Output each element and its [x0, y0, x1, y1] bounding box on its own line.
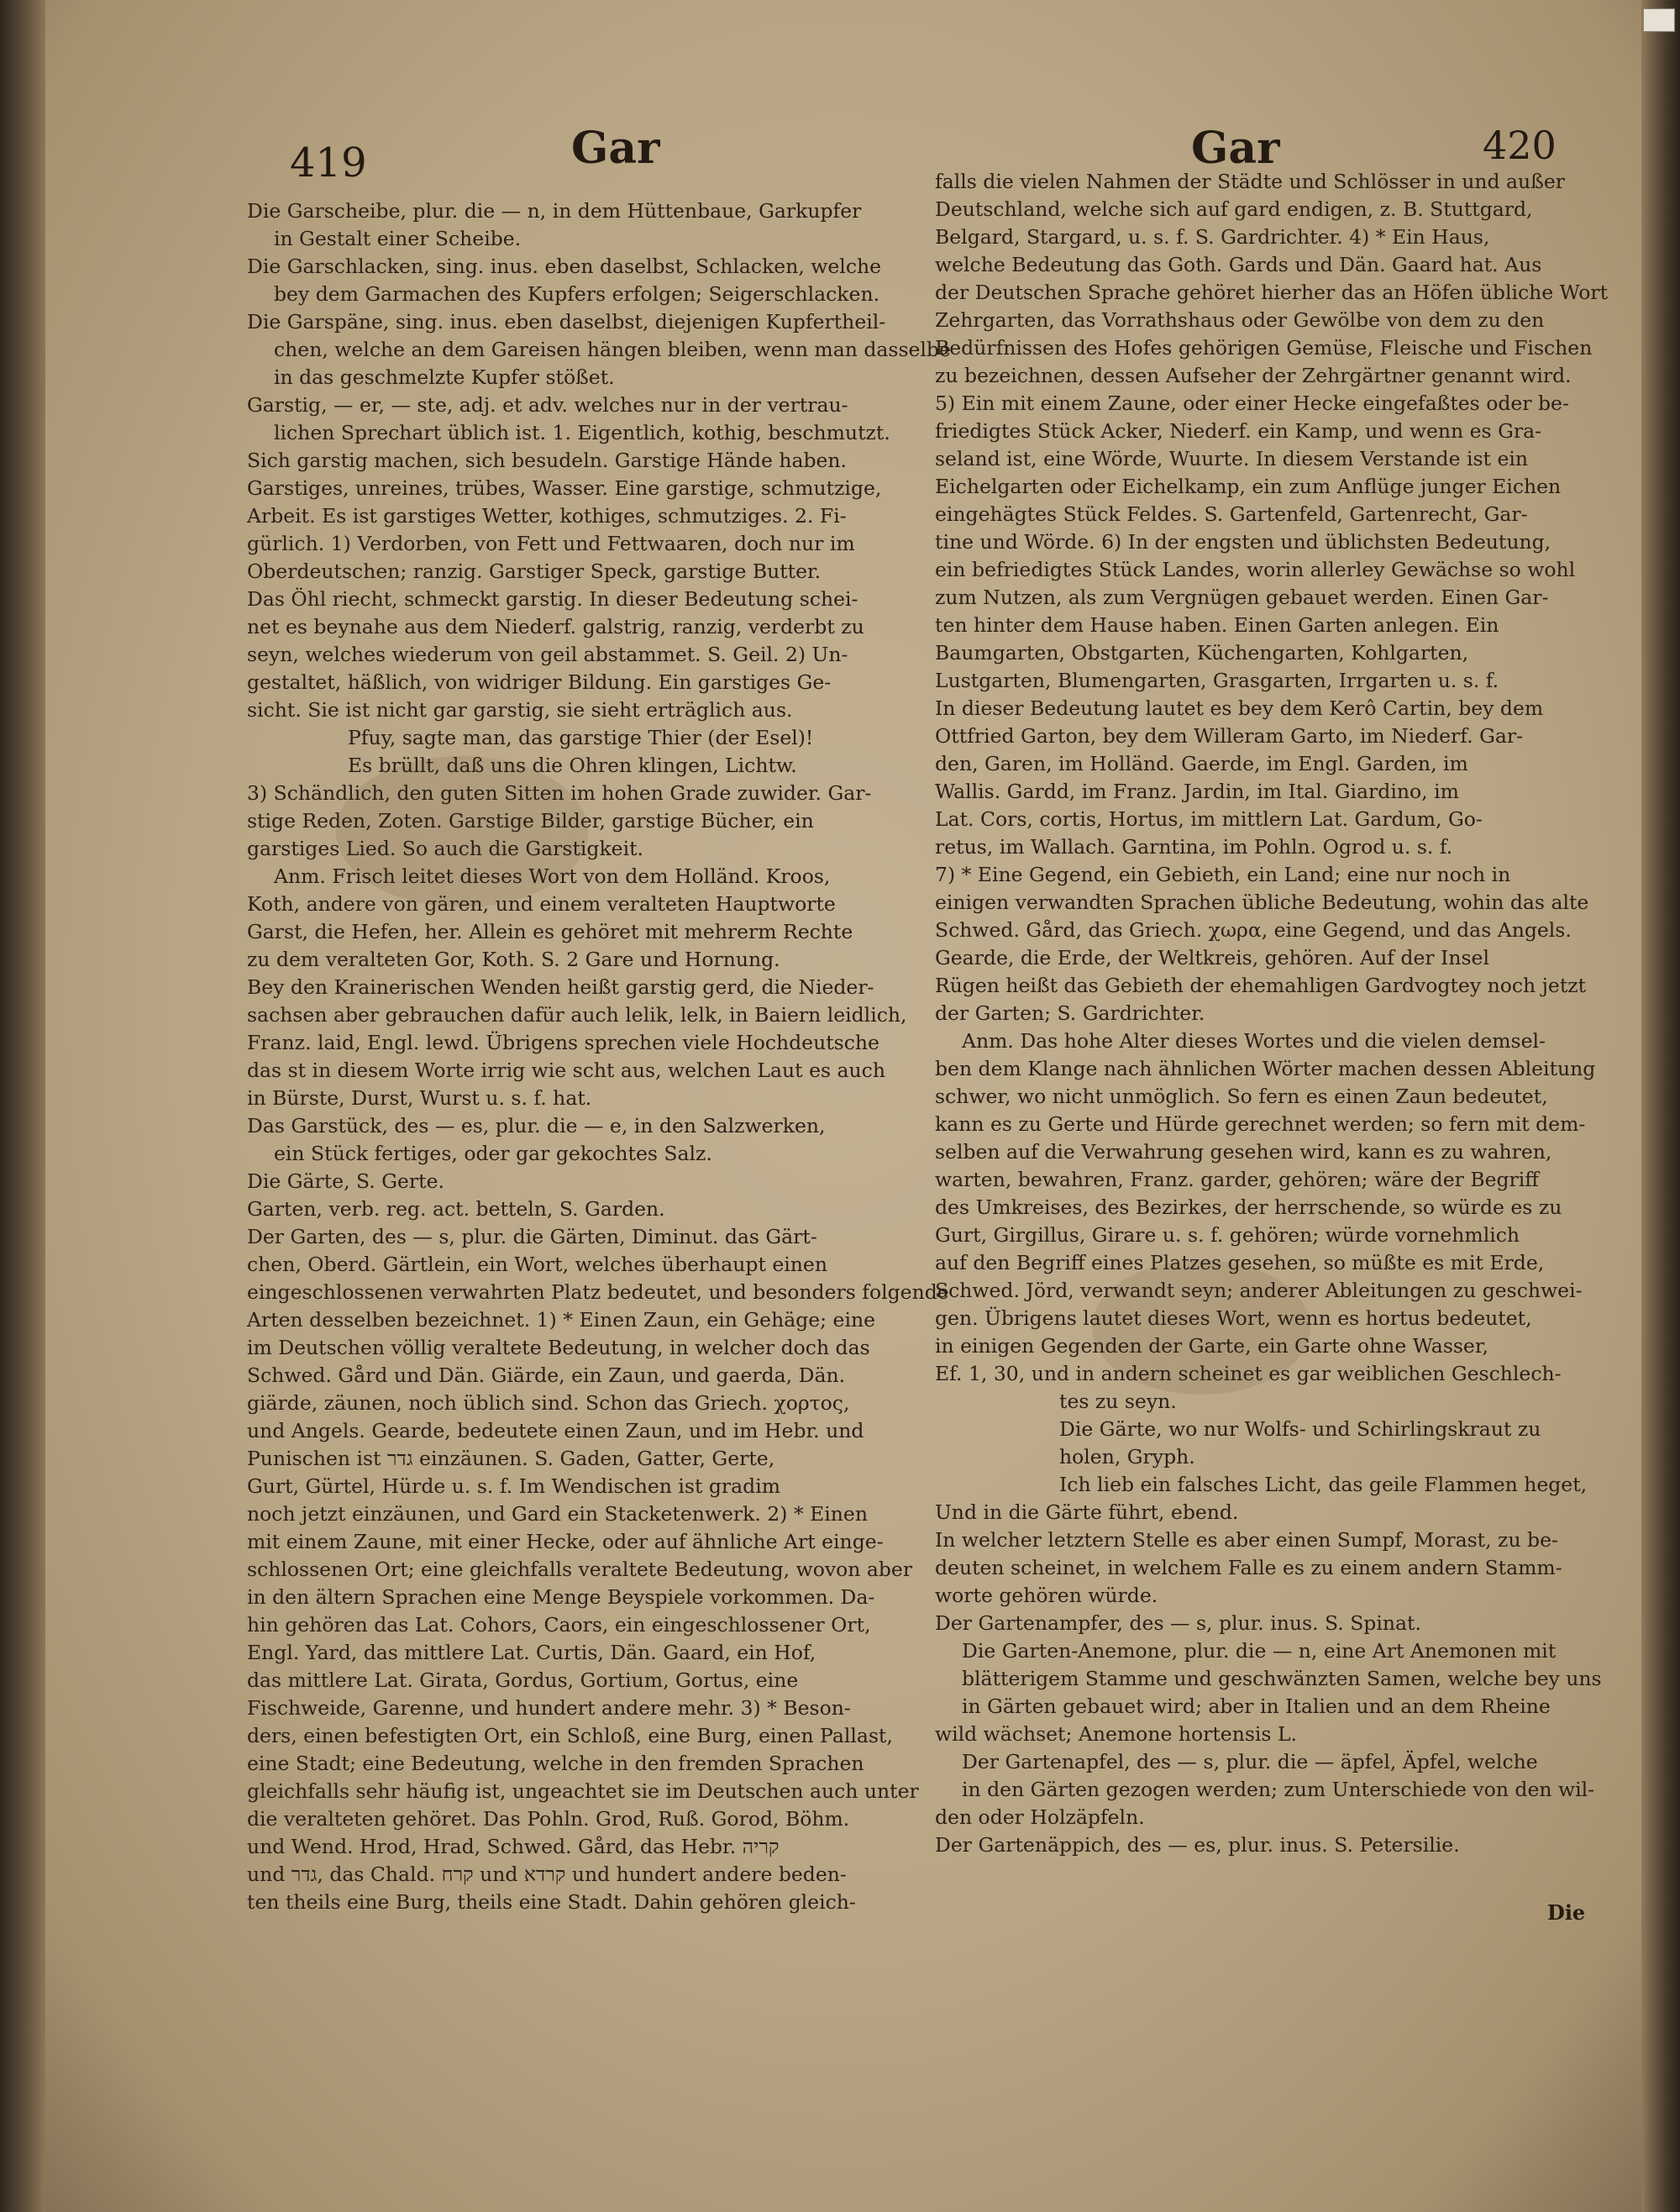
- text-line: worte gehören würde.: [935, 1584, 1158, 1607]
- book-gutter: [0, 0, 45, 2212]
- text-line: Zehrgarten, das Vorrathshaus oder Gewölbe von dem zu den: [935, 308, 1545, 332]
- text-line: Der Garten, des — s, plur. die Gärten, Diminut. das Gärt-: [247, 1225, 817, 1248]
- text-line: Ottfried Garton, bey dem Willeram Garto, im Niederf. Gar-: [935, 724, 1524, 748]
- text-line: Schwed. Jörd, verwandt seyn; anderer Ableitungen zu geschwei-: [935, 1279, 1583, 1302]
- text-line: gleichfalls sehr häufig ist, ungeachtet sie im Deutschen auch unter: [247, 1779, 919, 1803]
- text-line: giärde, zäunen, noch üblich sind. Schon das Griech. χορτος,: [247, 1391, 850, 1415]
- text-line: 3) Schändlich, den guten Sitten im hohen Grade zuwider. Gar-: [247, 781, 872, 805]
- text-line: selben auf die Verwahrung gesehen wird, kann es zu wahren,: [935, 1140, 1552, 1164]
- text-line: Oberdeutschen; ranzig. Garstiger Speck, garstige Butter.: [247, 560, 822, 583]
- text-line: schwer, wo nicht unmöglich. So fern es einen Zaun bedeutet,: [935, 1085, 1548, 1108]
- text-line: chen, welche an dem Gareisen hängen bleiben, wenn man dasselbe: [274, 338, 951, 361]
- text-line: zum Nutzen, als zum Vergnügen gebauet werden. Einen Gar-: [935, 586, 1549, 609]
- text-line: und גדר, das Chald. קרח und קרדא und hundert andere beden-: [247, 1863, 847, 1886]
- text-line: tes zu seyn.: [1059, 1390, 1177, 1413]
- text-line: In dieser Bedeutung lautet es bey dem Kerô Cartin, bey dem: [935, 696, 1544, 720]
- text-line: eingeschlossenen verwahrten Platz bedeutet, und besonders folgende: [247, 1280, 949, 1304]
- text-line: net es beynahe aus dem Niederf. galstrig, ranzig, verderbt zu: [247, 615, 864, 638]
- text-line: gestaltet, häßlich, von widriger Bildung. Ein garstiges Ge-: [247, 670, 832, 694]
- text-line: Garstiges, unreines, trübes, Wasser. Eine garstige, schmutzige,: [247, 476, 882, 500]
- text-line: Arten desselben bezeichnet. 1) * Einen Zaun, ein Gehäge; eine: [247, 1308, 876, 1332]
- text-line: Schwed. Gård, das Griech. χωρα, eine Gegend, und das Angels.: [935, 918, 1572, 942]
- text-line: sicht. Sie ist nicht gar garstig, sie sieht erträglich aus.: [247, 698, 793, 722]
- text-line: Die Garschlacken, sing. inus. eben daselbst, Schlacken, welche: [247, 255, 882, 278]
- text-line: Koth, andere von gären, und einem veralteten Hauptworte: [247, 892, 836, 916]
- text-line: in den ältern Sprachen eine Menge Beyspiele vorkommen. Da-: [247, 1585, 875, 1609]
- text-line: Rügen heißt das Gebieth der ehemahligen Gardvogtey noch jetzt: [935, 974, 1587, 997]
- text-line: in den Gärten gezogen werden; zum Unterschiede von den wil-: [962, 1778, 1595, 1801]
- text-line: welche Bedeutung das Goth. Gards und Dän. Gaard hat. Aus: [935, 253, 1542, 276]
- text-line: des Umkreises, des Bezirkes, der herrschende, so würde es zu: [935, 1195, 1562, 1219]
- text-column-right: [935, 168, 1609, 1859]
- text-line: ten theils eine Burg, theils eine Stadt. Dahin gehören gleich-: [247, 1890, 856, 1914]
- text-line: seland ist, eine Wörde, Wuurte. In diesem Verstande ist ein: [935, 447, 1529, 470]
- text-line: chen, Oberd. Gärtlein, ein Wort, welches überhaupt einen: [247, 1253, 827, 1276]
- page-edge: [1641, 0, 1680, 2212]
- text-line: und Wend. Hrod, Hrad, Schwed. Gård, das Hebr. קריה: [247, 1835, 780, 1858]
- text-line: Es brüllt, daß uns die Ohren klingen, Lichtw.: [348, 754, 797, 777]
- running-head-right: Gar: [1191, 123, 1280, 174]
- text-line: Die Gärte, wo nur Wolfs- und Schirlingskraut zu: [1059, 1417, 1541, 1441]
- text-line: gen. Übrigens lautet dieses Wort, wenn es hortus bedeutet,: [935, 1306, 1532, 1330]
- text-line: Garstig, — er, — ste, adj. et adv. welches nur in der vertrau-: [247, 393, 848, 417]
- text-line: schlossenen Ort; eine gleichfalls veraltete Bedeutung, wovon aber: [247, 1558, 913, 1581]
- text-line: Ef. 1, 30, und in andern scheinet es gar weiblichen Geschlech-: [935, 1362, 1562, 1385]
- running-head-left: Gar: [571, 123, 660, 174]
- text-line: stige Reden, Zoten. Garstige Bilder, garstige Bücher, ein: [247, 809, 814, 833]
- text-line: falls die vielen Nahmen der Städte und Schlösser in und außer: [935, 170, 1565, 193]
- text-line: zu bezeichnen, dessen Aufseher der Zehrgärtner genannt wird.: [935, 364, 1572, 387]
- text-line: Und in die Gärte führt, ebend.: [935, 1500, 1239, 1524]
- text-line: 7) * Eine Gegend, ein Gebieth, ein Land; eine nur noch in: [935, 863, 1511, 886]
- text-line: blätterigem Stamme und geschwänzten Samen, welche bey uns: [962, 1667, 1602, 1690]
- text-line: in einigen Gegenden der Garte, ein Garte ohne Wasser,: [935, 1334, 1488, 1358]
- text-line: der Garten; S. Gardrichter.: [935, 1001, 1205, 1025]
- text-line: Engl. Yard, das mittlere Lat. Curtis, Dän. Gaard, ein Hof,: [247, 1641, 816, 1664]
- text-line: seyn, welches wiederum von geil abstammet. S. Geil. 2) Un-: [247, 643, 848, 666]
- page-number-right: 420: [1483, 123, 1557, 168]
- text-line: sachsen aber gebrauchen dafür auch lelik, lelk, in Baiern leidlich,: [247, 1003, 907, 1027]
- text-line: eingehägtes Stück Feldes. S. Gartenfeld, Gartenrecht, Gar-: [935, 502, 1528, 526]
- text-line: Baumgarten, Obstgarten, Küchengarten, Kohlgarten,: [935, 641, 1469, 665]
- text-line: Ich lieb ein falsches Licht, das geile Flammen heget,: [1059, 1473, 1588, 1496]
- text-line: in Gärten gebauet wird; aber in Italien und an dem Rheine: [962, 1694, 1551, 1718]
- text-line: kann es zu Gerte und Hürde gerechnet werden; so fern mit dem-: [935, 1112, 1586, 1136]
- text-line: in das geschmelzte Kupfer stößet.: [274, 365, 615, 389]
- text-line: In welcher letztern Stelle es aber einen Sumpf, Morast, zu be-: [935, 1528, 1558, 1552]
- text-line: tine und Wörde. 6) In der engsten und üblichsten Bedeutung,: [935, 530, 1551, 554]
- text-line: friedigtes Stück Acker, Niederf. ein Kamp, und wenn es Gra-: [935, 419, 1542, 443]
- text-line: Das Öhl riecht, schmeckt garstig. In dieser Bedeutung schei-: [247, 587, 858, 611]
- text-line: Das Garstück, des — es, plur. die — e, in den Salzwerken,: [247, 1114, 826, 1138]
- text-line: Punischen ist גדר einzäunen. S. Gaden, Gatter, Gerte,: [247, 1447, 775, 1470]
- text-line: Lustgarten, Blumengarten, Grasgarten, Irrgarten u. s. f.: [935, 669, 1499, 692]
- text-line: hin gehören das Lat. Cohors, Caors, ein eingeschlossener Ort,: [247, 1613, 871, 1637]
- text-line: lichen Sprechart üblich ist. 1. Eigentlich, kothig, beschmutzt.: [274, 421, 890, 444]
- text-line: gürlich. 1) Verdorben, von Fett und Fettwaaren, doch nur im: [247, 532, 855, 555]
- text-line: garstiges Lied. So auch die Garstigkeit.: [247, 837, 644, 860]
- text-line: ben dem Klange nach ähnlichen Wörter machen dessen Ableitung: [935, 1057, 1596, 1080]
- text-line: deuten scheinet, in welchem Falle es zu einem andern Stamm-: [935, 1556, 1562, 1579]
- catchword: Die: [1547, 1900, 1586, 1925]
- text-line: Anm. Das hohe Alter dieses Wortes und die vielen demsel-: [962, 1029, 1546, 1053]
- text-line: Schwed. Gård und Dän. Giärde, ein Zaun, und gaerda, Dän.: [247, 1363, 846, 1387]
- text-line: warten, bewahren, Franz. garder, gehören; wäre der Begriff: [935, 1168, 1539, 1191]
- text-line: Lat. Cors, cortis, Hortus, im mittlern Lat. Gardum, Go-: [935, 807, 1483, 831]
- text-line: im Deutschen völlig veraltete Bedeutung, in welcher doch das: [247, 1336, 870, 1359]
- text-line: Eichelgarten oder Eichelkamp, ein zum Anflüge junger Eichen: [935, 475, 1562, 498]
- text-line: die veralteten gehöret. Das Pohln. Grod, Ruß. Gorod, Böhm.: [247, 1807, 850, 1831]
- text-line: retus, im Wallach. Garntina, im Pohln. Ogrod u. s. f.: [935, 835, 1453, 859]
- text-line: Bedürfnissen des Hofes gehörigen Gemüse, Fleische und Fischen: [935, 336, 1593, 360]
- text-line: bey dem Garmachen des Kupfers erfolgen; Seigerschlacken.: [274, 282, 880, 306]
- text-line: und Angels. Gearde, bedeutete einen Zaun, und im Hebr. und: [247, 1419, 864, 1442]
- text-line: Die Garspäne, sing. inus. eben daselbst, diejenigen Kupfertheil-: [247, 310, 886, 334]
- text-line: das st in diesem Worte irrig wie scht aus, welchen Laut es auch: [247, 1059, 885, 1082]
- text-line: Deutschland, welche sich auf gard endigen, z. B. Stuttgard,: [935, 197, 1533, 221]
- text-line: Sich garstig machen, sich besudeln. Garstige Hände haben.: [247, 449, 848, 472]
- text-line: eine Stadt; eine Bedeutung, welche in den fremden Sprachen: [247, 1752, 864, 1775]
- text-line: Der Gartenäppich, des — es, plur. inus. S. Petersilie.: [935, 1833, 1460, 1857]
- text-line: ders, einen befestigten Ort, ein Schloß, eine Burg, einen Pallast,: [247, 1724, 893, 1747]
- text-line: zu dem veralteten Gor, Koth. S. 2 Gare und Hornung.: [247, 948, 780, 971]
- text-line: den oder Holzäpfeln.: [935, 1805, 1145, 1829]
- text-line: Garten, verb. reg. act. betteln, S. Garden.: [247, 1197, 665, 1221]
- text-line: Garst, die Hefen, her. Allein es gehöret mit mehrerm Rechte: [247, 920, 853, 943]
- text-column-left: [247, 197, 951, 1916]
- text-line: Gurt, Girgillus, Girare u. s. f. gehören; würde vornehmlich: [935, 1223, 1520, 1247]
- text-line: Fischweide, Garenne, und hundert andere mehr. 3) * Beson-: [247, 1696, 851, 1720]
- text-line: noch jetzt einzäunen, und Gard ein Stacketenwerk. 2) * Einen: [247, 1502, 868, 1526]
- text-line: der Deutschen Sprache gehöret hierher das an Höfen übliche Wort: [935, 281, 1609, 304]
- text-line: Der Gartenampfer, des — s, plur. inus. S. Spinat.: [935, 1611, 1421, 1635]
- text-line: Pfuy, sagte man, das garstige Thier (der Esel)!: [348, 726, 814, 749]
- text-line: 5) Ein mit einem Zaune, oder einer Hecke eingefaßtes oder be-: [935, 391, 1569, 415]
- text-line: Belgard, Stargard, u. s. f. S. Gardrichter. 4) * Ein Haus,: [935, 225, 1490, 249]
- text-line: Gearde, die Erde, der Weltkreis, gehören. Auf der Insel: [935, 946, 1489, 969]
- text-line: mit einem Zaune, mit einer Hecke, oder auf ähnliche Art einge-: [247, 1530, 884, 1553]
- paper-tab: [1643, 8, 1675, 32]
- text-line: Anm. Frisch leitet dieses Wort von dem Holländ. Kroos,: [274, 864, 831, 888]
- text-line: einigen verwandten Sprachen übliche Bedeutung, wohin das alte: [935, 891, 1589, 914]
- text-line: ten hinter dem Hause haben. Einen Garten anlegen. Ein: [935, 613, 1499, 637]
- text-line: den, Garen, im Holländ. Gaerde, im Engl. Garden, im: [935, 752, 1468, 775]
- text-line: auf den Begriff eines Platzes gesehen, so müßte es mit Erde,: [935, 1251, 1545, 1274]
- text-line: Die Garten-Anemone, plur. die — n, eine Art Anemonen mit: [962, 1639, 1557, 1663]
- text-line: Bey den Krainerischen Wenden heißt garstig gerd, die Nieder-: [247, 975, 874, 999]
- text-line: Gurt, Gürtel, Hürde u. s. f. Im Wendischen ist gradim: [247, 1474, 780, 1498]
- text-line: in Bürste, Durst, Wurst u. s. f. hat.: [247, 1086, 592, 1110]
- text-line: Franz. laid, Engl. lewd. Übrigens sprechen viele Hochdeutsche: [247, 1031, 879, 1054]
- text-line: Die Gärte, S. Gerte.: [247, 1169, 444, 1193]
- text-line: ein Stück fertiges, oder gar gekochtes Salz.: [274, 1142, 712, 1165]
- text-line: Die Garscheibe, plur. die — n, in dem Hüttenbaue, Garkupfer: [247, 199, 862, 223]
- text-line: Wallis. Gardd, im Franz. Jardin, im Ital. Giardino, im: [935, 780, 1459, 803]
- text-line: ein befriedigtes Stück Landes, worin allerley Gewächse so wohl: [935, 558, 1576, 581]
- text-line: das mittlere Lat. Girata, Gordus, Gortium, Gortus, eine: [247, 1668, 799, 1692]
- text-line: in Gestalt einer Scheibe.: [274, 227, 522, 250]
- text-line: Arbeit. Es ist garstiges Wetter, kothiges, schmutziges. 2. Fi-: [247, 504, 847, 528]
- text-line: holen, Gryph.: [1059, 1445, 1195, 1469]
- page-number-left: 419: [290, 139, 367, 187]
- text-line: wild wächset; Anemone hortensis L.: [935, 1722, 1298, 1746]
- text-line: Der Gartenapfel, des — s, plur. die — äpfel, Äpfel, welche: [962, 1750, 1538, 1773]
